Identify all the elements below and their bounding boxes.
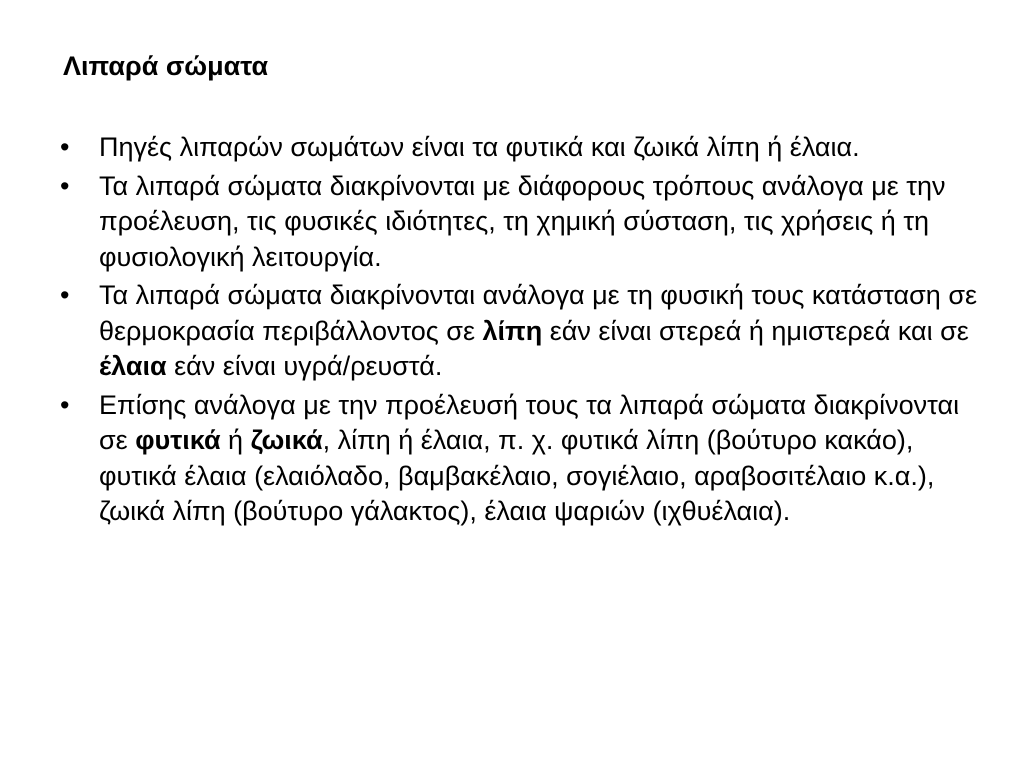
bullet-text-run: Τα λιπαρά σώματα διακρίνονται ανάλογα με τη φυσική τους κατάσταση σε θερμοκρασία περιβάλλοντος σε xyxy=(99,280,978,346)
bullet-item xyxy=(58,278,978,385)
bullet-text-run: ή xyxy=(220,425,251,455)
bullet-text xyxy=(99,390,959,527)
bullet-dot-icon: • xyxy=(60,280,70,310)
bullet-text-run: Πηγές λιπαρών σωμάτων είναι τα φυτικά και ζωικά λίπη ή έλαια. xyxy=(99,132,860,162)
bullet-emphasis: έλαια xyxy=(99,351,167,381)
bullet-text-run: εάν είναι στερεά ή ημιστερεά και σε xyxy=(542,315,969,346)
bullet-text xyxy=(99,132,860,162)
bullet-item xyxy=(58,169,978,276)
bullet-item xyxy=(58,130,978,166)
bullet-item xyxy=(58,388,978,530)
bullet-text-run: , λίπη ή έλαια, π. χ. φυτικά λίπη (βούτυρο κακάο), φυτικά έλαια (ελαιόλαδο, βαμβακέλαιο, σογιέλαιο, αραβοσιτέλαιο κ.α.), ζωικά λίπη (βούτυρο γάλακτος), έλαια ψαριών (ιχθυέλαια). xyxy=(99,425,935,526)
bullet-dot-icon: • xyxy=(60,132,70,162)
bullet-list xyxy=(58,130,978,533)
bullet-emphasis: λίπη xyxy=(482,315,543,346)
bullet-text-run: Τα λιπαρά σώματα διακρίνονται με διάφορους τρόπους ανάλογα με την προέλευση, τις φυσικές ιδιότητες, τη χημική σύσταση, τις χρήσεις ή τη φυσιολογική λειτουργία. xyxy=(99,170,946,272)
slide-title: Λιπαρά σώματα xyxy=(63,51,269,81)
bullet-emphasis: φυτικά xyxy=(135,425,221,455)
bullet-dot-icon: • xyxy=(60,170,70,201)
bullet-dot-icon: • xyxy=(60,389,70,420)
bullet-text xyxy=(99,171,946,272)
bullet-emphasis: ζωικά xyxy=(250,425,323,455)
bullet-text-run: Επίσης ανάλογα με την προέλευσή τους τα λιπαρά σώματα διακρίνονται σε xyxy=(99,389,960,455)
bullet-text-run: εάν είναι υγρά/ρευστά. xyxy=(166,351,443,381)
bullet-text xyxy=(99,280,977,381)
